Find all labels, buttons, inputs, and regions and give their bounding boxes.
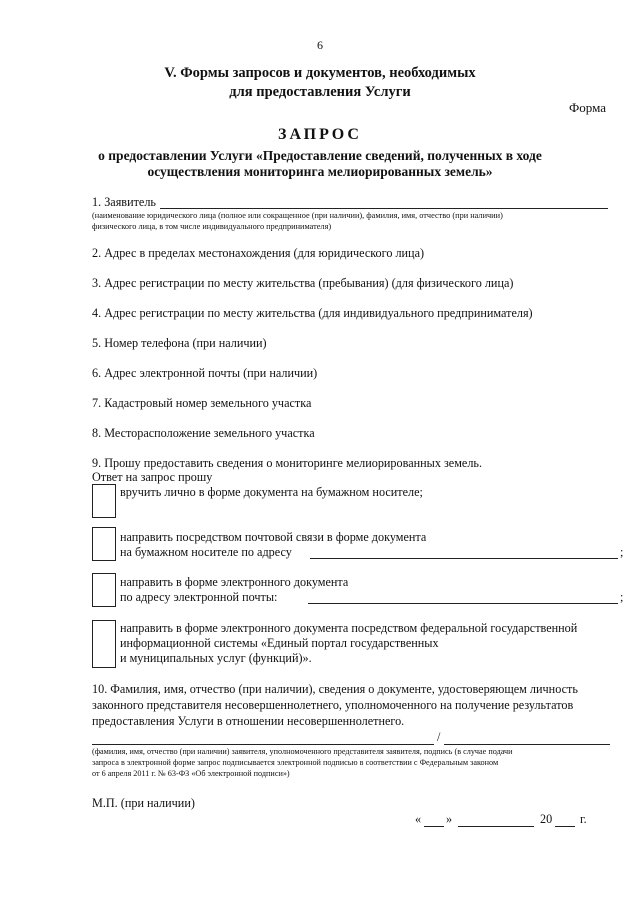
item-7-cadastral-number: 7. Кадастровый номер земельного участка	[92, 396, 312, 410]
stamp-label: М.П. (при наличии)	[92, 796, 195, 810]
email-address-input-line[interactable]	[308, 603, 618, 604]
form-label: Форма	[569, 100, 606, 115]
applicant-input-line[interactable]	[160, 208, 608, 209]
option-2-label-line2: на бумажном носителе по адресу	[120, 545, 292, 559]
item-2-legal-address: 2. Адрес в пределах местонахождения (для юридического лица)	[92, 246, 425, 260]
applicant-note-line2: физического лица, в том числе индивидуального предпринимателя)	[92, 222, 332, 231]
item-4-entrepreneur-address: 4. Адрес регистрации по месту жительства (для индивидуального предпринимателя)	[92, 306, 533, 320]
signature-input-line[interactable]	[444, 744, 610, 745]
date-quote-close: »	[446, 812, 453, 826]
answer-label: Ответ на запрос прошу	[92, 470, 213, 484]
option-2-semicolon: ;	[620, 545, 624, 559]
signature-note-line3: от 6 апреля 2011 г. № 63-ФЗ «Об электронной подписи»)	[92, 769, 290, 778]
item-5-phone: 5. Номер телефона (при наличии)	[92, 336, 267, 350]
item-10-line2: законного представителя несовершеннолетнего, уполномоченного на получение результатов	[92, 698, 574, 712]
item-3-residence-address: 3. Адрес регистрации по месту жительства (пребывания) (для физического лица)	[92, 276, 514, 290]
request-subtitle-line1: о предоставлении Услуги «Предоставление сведений, полученных в ходе	[98, 148, 542, 163]
option-3-label-line1: направить в форме электронного документа	[120, 575, 349, 589]
date-year-prefix: 20	[540, 812, 553, 826]
option-3-checkbox[interactable]	[92, 573, 116, 607]
page-number: 6	[317, 38, 323, 52]
section-title-line1: V. Формы запросов и документов, необходимых	[164, 65, 476, 81]
item-10-text	[92, 681, 610, 729]
date-year-input-line[interactable]	[555, 826, 575, 827]
option-4-label-line2: информационной системы «Единый портал государственных	[120, 636, 439, 650]
option-1-label: вручить лично в форме документа на бумажном носителе;	[120, 485, 423, 499]
applicant-note-line1: (наименование юридического лица (полное или сокращенное (при наличии), фамилия, имя, отчество (при наличии)	[92, 211, 503, 220]
item-10-line3: предоставления Услуги в отношении несовершеннолетнего.	[92, 714, 405, 728]
date-quote-open: «	[415, 812, 422, 826]
representative-name-input-line[interactable]	[92, 744, 434, 745]
date-month-input-line[interactable]	[458, 826, 534, 827]
item-9-request: 9. Прошу предоставить сведения о мониторинге мелиорированных земель.	[92, 456, 483, 470]
signature-note-line2: запроса в электронной форме запрос подписывается электронной подписью в соответствии с Федеральным законом	[92, 758, 499, 767]
request-subtitle-line2: осуществления мониторинга мелиорированных земель»	[147, 164, 493, 179]
section-title-line2: для предоставления Услуги	[229, 84, 411, 100]
option-3-label-line2: по адресу электронной почты:	[120, 590, 278, 604]
date-day-input-line[interactable]	[424, 826, 444, 827]
signature-note	[92, 746, 612, 779]
date-year-suffix: г.	[580, 812, 587, 826]
option-3-semicolon: ;	[620, 590, 624, 604]
item-10-line1: 10. Фамилия, имя, отчество (при наличии), сведения о документе, удостоверяющем личность	[92, 682, 578, 696]
option-2-label-line1: направить посредством почтовой связи в форме документа	[120, 530, 427, 544]
option-4-label-line3: и муниципальных услуг (функций)».	[120, 651, 312, 665]
item-6-email: 6. Адрес электронной почты (при наличии)	[92, 366, 318, 380]
option-4-label-line1: направить в форме электронного документа посредством федеральной государственной	[120, 621, 578, 635]
option-1-checkbox[interactable]	[92, 484, 116, 518]
applicant-label: 1. Заявитель	[92, 195, 156, 209]
option-4-checkbox[interactable]	[92, 620, 116, 668]
postal-address-input-line[interactable]	[310, 558, 618, 559]
applicant-note	[92, 210, 612, 232]
signature-separator: /	[437, 730, 441, 744]
item-8-land-location: 8. Месторасположение земельного участка	[92, 426, 315, 440]
option-2-checkbox[interactable]	[92, 527, 116, 561]
signature-note-line1: (фамилия, имя, отчество (при наличии) заявителя, уполномоченного представителя заявителя, подпись (в случае подачи	[92, 747, 513, 756]
request-title: ЗАПРОС	[278, 126, 362, 143]
